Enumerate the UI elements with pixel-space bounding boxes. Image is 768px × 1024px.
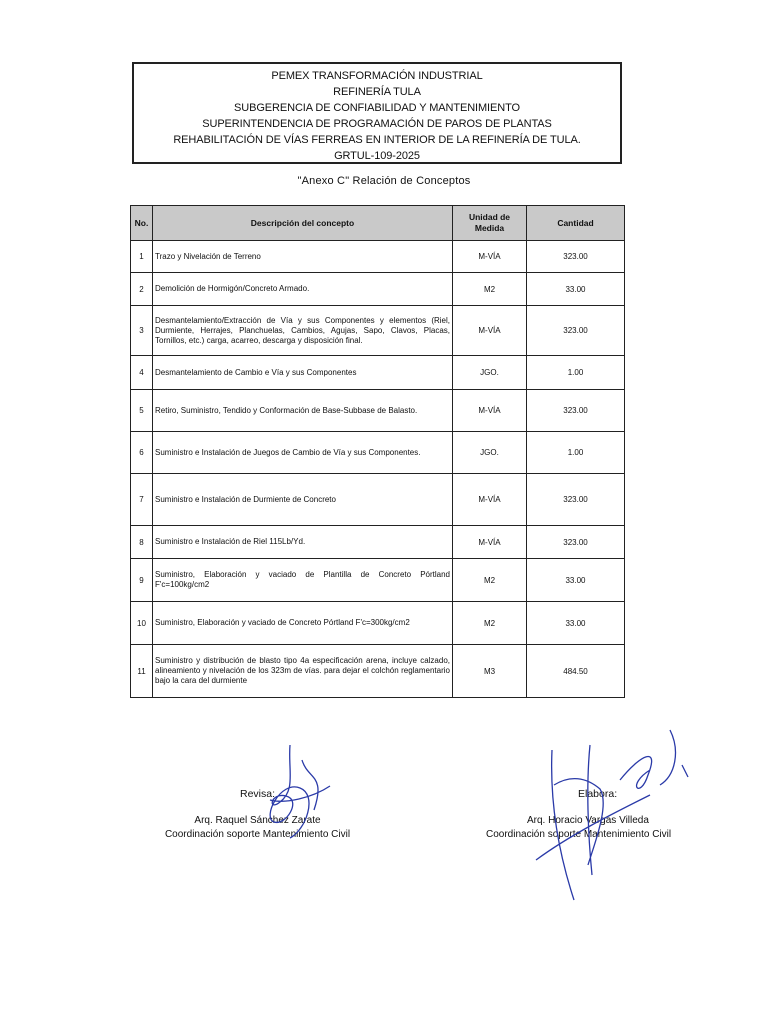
header-refinery: REFINERÍA TULA [333,86,421,98]
reviewed-name: Arq. Raquel Sánchez Zarate [194,815,321,826]
row-quantity: 33.00 [527,602,625,645]
row-number: 8 [131,526,153,559]
header-unit: Unidad de Medida [453,206,527,241]
table-row [131,390,625,432]
row-unit: JGO. [453,432,527,474]
reviewed-signature-drawing [240,740,340,850]
header-company: PEMEX TRANSFORMACIÓN INDUSTRIAL [271,70,483,82]
row-unit: JGO. [453,356,527,390]
row-unit: M2 [453,273,527,306]
annex-subtitle: "Anexo C" Relación de Conceptos [297,175,471,187]
prepared-signature-drawing [530,715,700,905]
row-quantity: 33.00 [527,273,625,306]
row-unit: M-VÍA [453,390,527,432]
row-description: Suministro y distribución de blasto tipo 4a especificación arena, incluye calzado, alineamiento y nivelación de los 323m de vías. para dejar el colchón reglamentario bajo la cara del durmiente [153,645,453,698]
row-unit: M-VÍA [453,526,527,559]
table-row [131,526,625,559]
row-quantity: 33.00 [527,559,625,602]
header-subgerencia: SUBGERENCIA DE CONFIABILIDAD Y MANTENIMIENTO [234,102,520,114]
row-quantity: 323.00 [527,390,625,432]
row-quantity: 323.00 [527,526,625,559]
row-unit: M2 [453,559,527,602]
header-superintendencia: SUPERINTENDENCIA DE PROGRAMACIÓN DE PAROS DE PLANTAS [202,118,552,130]
row-unit: M-VÍA [453,306,527,356]
row-unit: M-VÍA [453,241,527,273]
reviewed-label: Revisa: [240,788,276,800]
table-body [131,241,625,698]
table-row [131,559,625,602]
table-row [131,645,625,698]
prepared-title: Coordinación soporte Mantenimiento Civil [486,829,672,840]
prepared-name: Arq. Horacio Vargas Villeda [527,815,649,826]
header-code: GRTUL-109-2025 [334,150,420,162]
row-quantity: 1.00 [527,432,625,474]
row-number: 2 [131,273,153,306]
table-header-row [131,206,625,241]
table-row [131,602,625,645]
row-number: 5 [131,390,153,432]
row-quantity: 323.00 [527,241,625,273]
row-number: 6 [131,432,153,474]
row-description: Desmantelamiento de Cambio e Vía y sus Componentes [153,356,453,390]
row-unit: M2 [453,602,527,645]
row-quantity: 484.50 [527,645,625,698]
row-number: 4 [131,356,153,390]
row-quantity: 1.00 [527,356,625,390]
table-row [131,273,625,306]
row-description: Suministro, Elaboración y vaciado de Concreto Pórtland F'c=300kg/cm2 [153,602,453,645]
row-number: 11 [131,645,153,698]
header-project: REHABILITACIÓN DE VÍAS FERREAS EN INTERIOR DE LA REFINERÍA DE TULA. [173,134,581,146]
row-description: Trazo y Nivelación de Terreno [153,241,453,273]
row-number: 1 [131,241,153,273]
header-quantity: Cantidad [527,206,625,241]
table-row [131,306,625,356]
document-header [132,62,622,164]
row-quantity: 323.00 [527,474,625,526]
row-number: 9 [131,559,153,602]
row-description: Suministro e Instalación de Juegos de Cambio de Vía y sus Componentes. [153,432,453,474]
row-quantity: 323.00 [527,306,625,356]
row-number: 3 [131,306,153,356]
table-row [131,432,625,474]
table-row [131,356,625,390]
header-description: Descripción del concepto [153,206,453,241]
row-description: Desmantelamiento/Extracción de Vía y sus Componentes y elementos (Riel, Durmiente, Herrajes, Planchuelas, Cambios, Agujas, Sapo, Clavos, Placas, Tornillos, etc.) carga, acarreo, descarga y disposición final. [153,306,453,356]
row-description: Suministro, Elaboración y vaciado de Plantilla de Concreto Pórtland F'c=100kg/cm2 [153,559,453,602]
prepared-label: Elabora: [578,788,618,800]
concepts-table [130,205,625,698]
row-number: 10 [131,602,153,645]
table-row [131,241,625,273]
row-description: Demolición de Hormigón/Concreto Armado. [153,273,453,306]
row-number: 7 [131,474,153,526]
row-description: Suministro e Instalación de Riel 115Lb/Yd. [153,526,453,559]
row-unit: M-VÍA [453,474,527,526]
row-description: Retiro, Suministro, Tendido y Conformación de Base-Subbase de Balasto. [153,390,453,432]
reviewed-title: Coordinación soporte Mantenimiento Civil [164,829,351,840]
table-row [131,474,625,526]
row-unit: M3 [453,645,527,698]
row-description: Suministro e Instalación de Durmiente de Concreto [153,474,453,526]
header-no: No. [131,206,153,241]
